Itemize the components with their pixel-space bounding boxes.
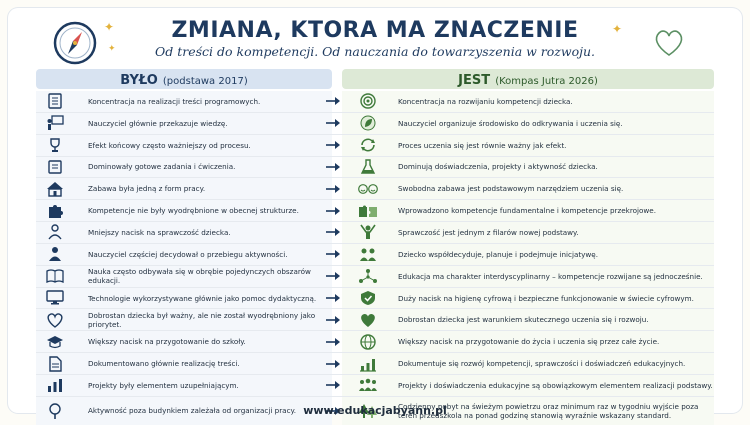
- footer-url: www.edukacjabyann.pl: [303, 404, 447, 417]
- target-icon: [358, 93, 378, 109]
- row-jest-label: Dominują doświadczenia, projekty i aktywność dziecka.: [398, 162, 598, 172]
- person-icon: [46, 246, 64, 262]
- row-jest-text: [398, 244, 714, 265]
- comparison-row: [36, 91, 714, 113]
- row-bylo-text: [88, 222, 332, 243]
- sparkle-icon: ✦: [612, 22, 623, 36]
- header-jest-main: JEST: [458, 73, 491, 88]
- row-jest-label: Edukacja ma charakter interdyscyplinarny – kompetencje rozwijane są jednocześnie.: [398, 271, 703, 281]
- heart-outline-icon: [46, 312, 64, 328]
- arrow-right-icon: [326, 359, 340, 369]
- row-bylo-text: [88, 288, 332, 309]
- header-jest: [342, 69, 714, 89]
- row-bylo-label: Efekt końcowy często ważniejszy od procesu.: [88, 140, 251, 150]
- row-jest-label: Większy nacisk na przygotowanie do życia i uczenia się przez całe życie.: [398, 337, 660, 347]
- checklist-icon: [46, 93, 64, 109]
- arrow-right-icon: [326, 184, 340, 194]
- cycle-icon: [358, 137, 378, 153]
- row-bylo-label: Nauczyciel częściej decydował o przebiegu aktywności.: [88, 249, 288, 259]
- header-bylo: [36, 69, 332, 89]
- row-bylo-label: Technologie wykorzystywane głównie jako pomoc dydaktyczną.: [88, 293, 317, 303]
- row-jest-text: [398, 309, 714, 330]
- house-icon: [46, 181, 64, 197]
- row-bylo-label: Aktywność poza budynkiem zależała od organizacji pracy.: [88, 406, 297, 416]
- sparkle-icon: ✦: [104, 20, 115, 34]
- row-bylo-text: [88, 244, 332, 265]
- teacher-board-icon: [46, 115, 64, 131]
- row-bylo-label: Kompetencje nie były wyodrębnione w obecnej strukturze.: [88, 206, 299, 216]
- row-jest-text: [398, 288, 714, 309]
- open-book-icon: [46, 268, 64, 284]
- comparison-row: [36, 331, 714, 353]
- flask-icon: [358, 159, 378, 175]
- row-bylo-label: Dominowały gotowe zadania i ćwiczenia.: [88, 162, 236, 172]
- row-bylo-label: Projekty były elementem uzupełniającym.: [88, 380, 239, 390]
- row-bylo-label: Zabawa była jedną z form pracy.: [88, 184, 206, 194]
- row-bylo-text: [88, 157, 332, 178]
- arrow-right-icon: [326, 206, 340, 216]
- row-jest-label: Dziecko współdecyduje, planuje i podejmuje inicjatywę.: [398, 249, 599, 259]
- row-jest-text: [398, 113, 714, 134]
- row-jest-label: Wprowadzono kompetencje fundamentalne i kompetencje przekrojowe.: [398, 206, 656, 216]
- arrow-right-icon: [326, 118, 340, 128]
- row-jest-text: [398, 178, 714, 199]
- row-jest-label: Koncentracja na rozwijaniu kompetencji dziecka.: [398, 96, 573, 106]
- comparison-row: [36, 266, 714, 288]
- page-subtitle: Od treści do kompetencji. Od nauczania do towarzyszenia w rozwoju.: [154, 44, 596, 59]
- row-jest-text: [398, 200, 714, 221]
- puzzle-pair-icon: [358, 203, 378, 219]
- arrow-right-icon: [326, 293, 340, 303]
- child-icon: [46, 224, 64, 240]
- row-bylo-label: Mniejszy nacisk na sprawczość dziecka.: [88, 227, 231, 237]
- row-jest-label: Dobrostan dziecka jest warunkiem skutecznego uczenia się i rozwoju.: [398, 315, 649, 325]
- comparison-row: [36, 288, 714, 310]
- comparison-row: [36, 222, 714, 244]
- comparison-row: [36, 113, 714, 135]
- header-bylo-main: BYŁO: [120, 73, 158, 88]
- comparison-row: [36, 135, 714, 157]
- row-jest-text: [398, 91, 714, 112]
- arrow-right-icon: [326, 249, 340, 259]
- globe-icon: [358, 334, 378, 350]
- comparison-row: [36, 375, 714, 397]
- row-bylo-label: Dokumentowano głównie realizację treści.: [88, 359, 240, 369]
- header-jest-sub: (Kompas Jutra 2026): [495, 76, 598, 87]
- arrow-right-icon: [326, 227, 340, 237]
- row-jest-text: [398, 375, 714, 396]
- trophy-icon: [46, 137, 64, 153]
- row-bylo-text: [88, 266, 332, 287]
- group-icon: [358, 377, 378, 393]
- row-jest-label: Codzienny pobyt na świeżym powietrzu oraz minimum raz w tygodniu wyjście poza teren przedszkola na ponad godzinę stanowią wyraźnie wskazany standard.: [398, 401, 699, 420]
- people-icon: [358, 246, 378, 262]
- network-icon: [358, 268, 378, 284]
- arrow-right-icon: [326, 96, 340, 106]
- arrow-right-icon: [326, 380, 340, 390]
- row-bylo-text: [88, 91, 332, 112]
- arrow-right-icon: [326, 162, 340, 172]
- row-jest-label: Nauczyciel organizuje środowisko do odkrywania i uczenia się.: [398, 118, 623, 128]
- row-bylo-text: [88, 200, 332, 221]
- comparison-row: [36, 157, 714, 179]
- row-bylo-text: [88, 375, 332, 396]
- row-jest-text: [398, 157, 714, 178]
- row-bylo-label: Nauczyciel głównie przekazuje wiedzę.: [88, 118, 228, 128]
- arrow-right-icon: [326, 140, 340, 150]
- heart-filled-icon: [358, 312, 378, 328]
- row-jest-label: Projekty i doświadczenia edukacyjne są obowiązkowym elementem realizacji podstawy.: [398, 380, 713, 390]
- arrow-right-icon: [326, 315, 340, 325]
- row-bylo-text: [88, 331, 332, 352]
- comparison-row: [36, 200, 714, 222]
- row-jest-text: [398, 266, 714, 287]
- growth-chart-icon: [358, 356, 378, 372]
- row-bylo-text: [88, 178, 332, 199]
- row-jest-text: [398, 331, 714, 352]
- row-jest-text: [398, 222, 714, 243]
- row-jest-text: [398, 135, 714, 156]
- book-icon: [46, 159, 64, 175]
- leaf-icon: [358, 115, 378, 131]
- row-jest-label: Proces uczenia się jest równie ważny jak efekt.: [398, 140, 567, 150]
- comparison-row: [36, 309, 714, 331]
- smiles-icon: [358, 181, 378, 197]
- row-jest-label: Sprawczość jest jednym z filarów nowej podstawy.: [398, 227, 579, 237]
- puzzle-icon: [46, 203, 64, 219]
- row-bylo-text: [88, 309, 332, 330]
- comparison-row: [36, 353, 714, 375]
- chart-icon: [46, 377, 64, 393]
- arrow-right-icon: [326, 271, 340, 281]
- row-jest-label: Duży nacisk na higienę cyfrową i bezpieczne funkcjonowanie w świecie cyfrowym.: [398, 293, 694, 303]
- raised-arms-icon: [358, 224, 378, 240]
- graduation-cap-icon: [46, 334, 64, 350]
- monitor-icon: [46, 290, 64, 306]
- header-bylo-sub: (podstawa 2017): [162, 76, 248, 87]
- comparison-row: [36, 244, 714, 266]
- comparison-rows: [36, 91, 714, 425]
- row-jest-label: Swobodna zabawa jest podstawowym narzędziem uczenia się.: [398, 184, 624, 194]
- page-title: ZMIANA, KTORA MA ZNACZENIE: [171, 18, 579, 43]
- row-bylo-label: Dobrostan dziecka był ważny, ale nie został wyodrębniony jako priorytet.: [88, 310, 316, 329]
- row-jest-text: [398, 353, 714, 374]
- shield-check-icon: [358, 290, 378, 306]
- row-bylo-label: Koncentracja na realizacji treści programowych.: [88, 96, 261, 106]
- row-jest-label: Dokumentuje się rozwój kompetencji, sprawczości i doświadczeń edukacyjnych.: [398, 359, 686, 369]
- document-icon: [46, 356, 64, 372]
- arrow-right-icon: [326, 337, 340, 347]
- comparison-row: [36, 178, 714, 200]
- row-bylo-text: [88, 113, 332, 134]
- row-bylo-text: [88, 353, 332, 374]
- row-bylo-label: Większy nacisk na przygotowanie do szkoły.: [88, 337, 246, 347]
- row-bylo-text: [88, 135, 332, 156]
- row-bylo-label: Nauka często odbywała się w obrębie pojedynczych obszarów edukacji.: [88, 267, 311, 286]
- sparkle-icon: ✦: [108, 44, 116, 54]
